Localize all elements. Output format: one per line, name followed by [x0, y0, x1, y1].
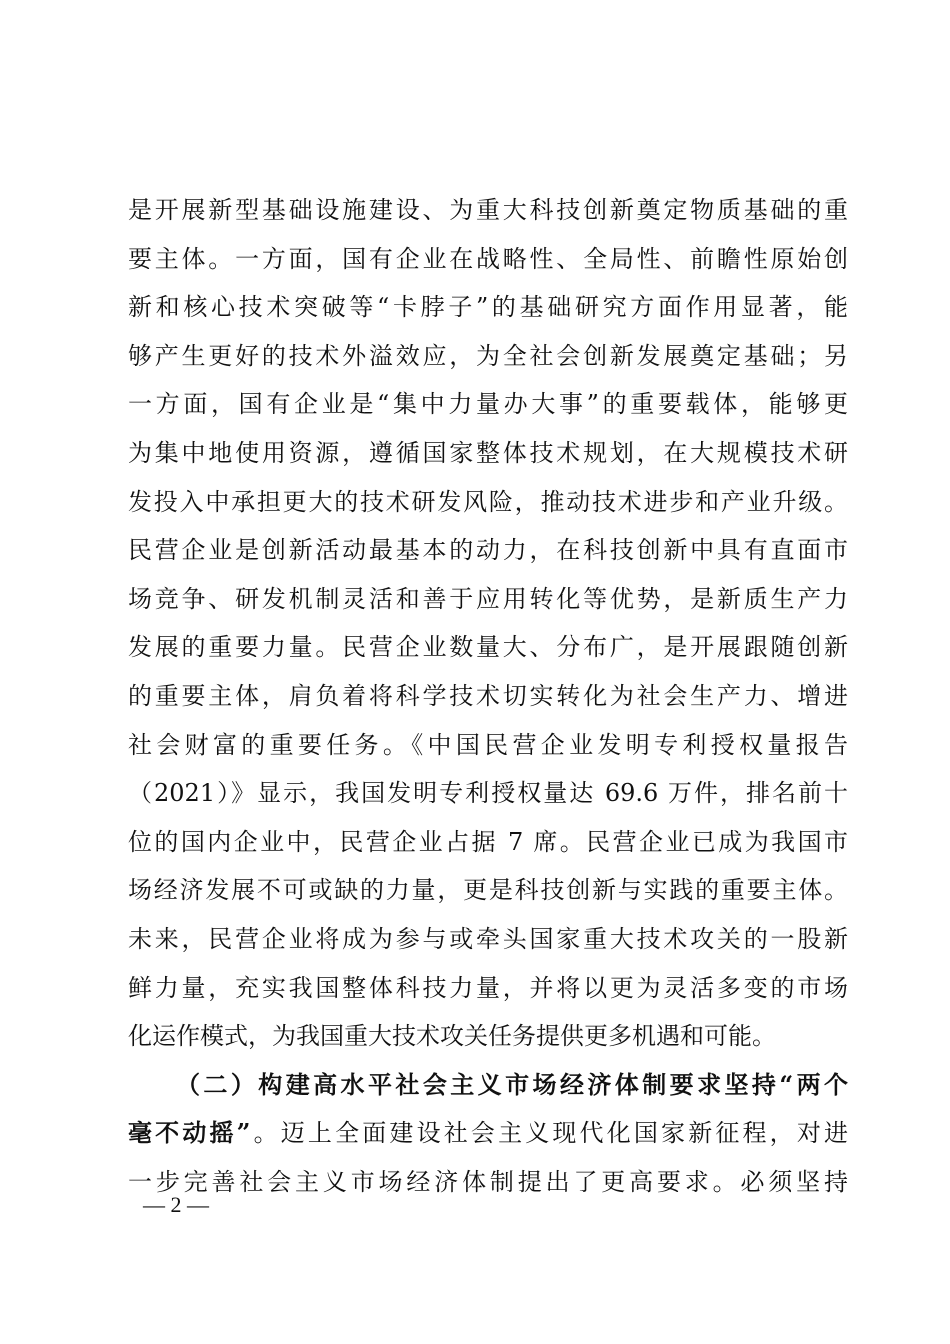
body-text — [128, 186, 848, 1206]
text-line: 鲜力量，充实我国整体科技力量，并将以更为灵活多变的市场 — [128, 973, 848, 1002]
section-heading: （二）构建高水平社会主义市场经济体制要求坚持“两个 — [176, 1069, 848, 1099]
text-line: （2021）》显示，我国发明专利授权量达 69.6 万件，排名前十 — [128, 779, 848, 808]
text-line: 场经济发展不可或缺的力量，更是科技创新与实践的重要主体。 — [128, 876, 848, 905]
text-fragment: 。迈上全面建设社会主义现代化国家新征程，对进 — [250, 1119, 848, 1148]
text-line: 民营企业是创新活动最基本的动力，在科技创新中具有直面市 — [128, 536, 848, 565]
text-line: 新和核心技术突破等“卡脖子”的基础研究方面作用显著，能 — [128, 293, 848, 322]
text-line: 为集中地使用资源，遵循国家整体技术规划，在大规模技术研 — [128, 438, 848, 467]
text-line: 场竞争、研发机制灵活和善于应用转化等优势，是新质生产力 — [128, 584, 848, 613]
text-line: 一方面，国有企业是“集中力量办大事”的重要载体，能够更 — [128, 390, 848, 419]
page-number: — 2 — — [143, 1192, 209, 1217]
text-line: 发投入中承担更大的技术研发风险，推动技术进步和产业升级。 — [128, 487, 848, 516]
text-line: 未来，民营企业将成为参与或牵头国家重大技术攻关的一股新 — [128, 924, 848, 953]
section-heading-continuation — [128, 1109, 848, 1158]
section-heading-end: 毫不动摇” — [128, 1118, 251, 1148]
text-line: 位的国内企业中，民营企业占据 7 席。民营企业已成为我国市 — [128, 827, 848, 856]
text-line: 社会财富的重要任务。《中国民营企业发明专利授权量报告 — [128, 730, 848, 759]
text-line: 要主体。一方面，国有企业在战略性、全局性、前瞻性原始创 — [128, 244, 848, 273]
text-line: 一步完善社会主义市场经济体制提出了更高要求。必须坚持 — [128, 1167, 848, 1196]
text-line: 的重要主体，肩负着将科学技术切实转化为社会生产力、增进 — [128, 681, 848, 710]
text-line: 够产生更好的技术外溢效应，为全社会创新发展奠定基础；另 — [128, 341, 848, 370]
text-line: 发展的重要力量。民营企业数量大、分布广，是开展跟随创新 — [128, 633, 848, 662]
text-line: 化运作模式，为我国重大技术攻关任务提供更多机遇和可能。 — [128, 1022, 776, 1051]
text-line: 是开展新型基础设施建设、为重大科技创新奠定物质基础的重 — [128, 196, 848, 224]
